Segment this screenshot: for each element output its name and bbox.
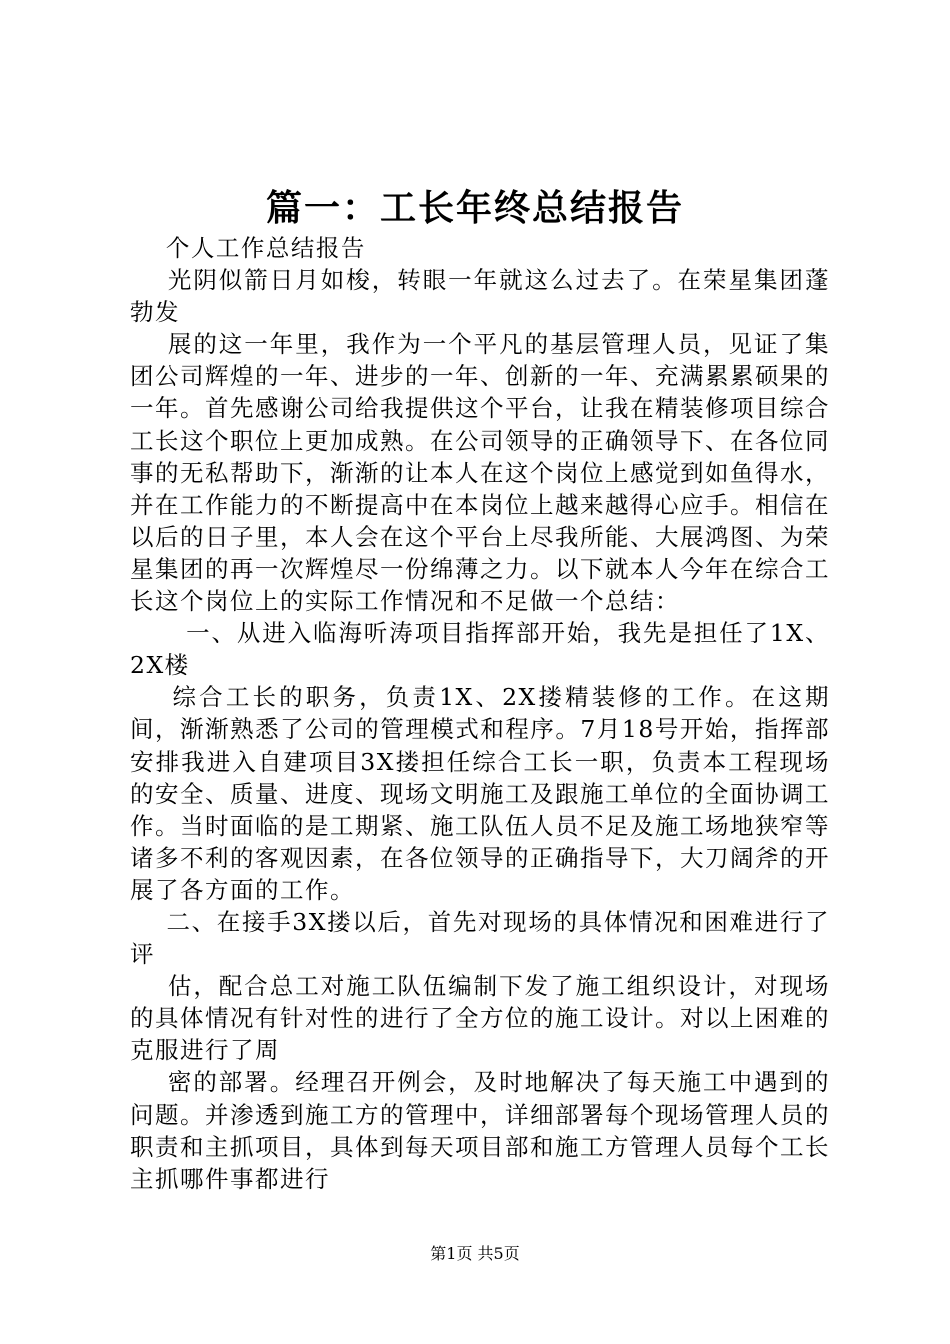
paragraph: 综合工长的职务，负责1X、2X搂精装修的工作。在这期间，渐渐熟悉了公司的管理模式和程序。7月18号开始，指挥部安排我进入自建项目3X搂担任综合工长一职，负责本工程现场的安全、质量、进度、现场文明施工及跟施工单位的全面协调工作。当时面临的是工期紧、施工队伍人员不足及施工场地狭窄等诸多不利的客观因素，在各位领导的正确指导下，大刀阔斧的开展了各方面的工作。 [130,683,830,904]
paragraph: 密的部署。经理召开例会，及时地解决了每天施工中遇到的问题。并渗透到施工方的管理中，详细部署每个现场管理人员的职责和主抓项目，具体到每天项目部和施工方管理人员每个工长主抓哪件事都进行 [130,1068,830,1193]
page-title: 篇一：工长年终总结报告 [265,187,684,229]
page-number-footer: 第1页 共5页 [430,1244,520,1263]
paragraph: 个人工作总结报告 [130,234,366,262]
paragraph: 展的这一年里，我作为一个平凡的基层管理人员，见证了集团公司辉煌的一年、进步的一年、创新的一年、充满累累硕果的一年。首先感谢公司给我提供这个平台，让我在精装修项目综合工长这个职位上更加成熟。在公司领导的正确领导下、在各位同事的无私帮助下，渐渐的让本人在这个岗位上感觉到如鱼得水，并在工作能力的不断提高中在本岗位上越来越得心应手。相信在以后的日子里，本人会在这个平台上尽我所能、大展鸿图、为荣星集团的再一次辉煌尽一份绵薄之力。以下就本人今年在综合工长这个岗位上的实际工作情况和不足做一个总结： [130,330,830,616]
paragraph: 估，配合总工对施工队伍编制下发了施工组织设计，对现场的具体情况有针对性的进行了全方位的施工设计。对以上困难的克服进行了周 [130,972,830,1065]
paragraph: 二、在接手3X搂以后，首先对现场的具体情况和困难进行了评 [130,907,830,969]
paragraph: 一、从进入临海听涛项目指挥部开始，我先是担任了1X、2X楼 [130,619,830,680]
document-body [130,232,830,1195]
paragraph: 光阴似箭日月如梭，转眼一年就这么过去了。在荣星集团蓬勃发 [130,266,830,327]
